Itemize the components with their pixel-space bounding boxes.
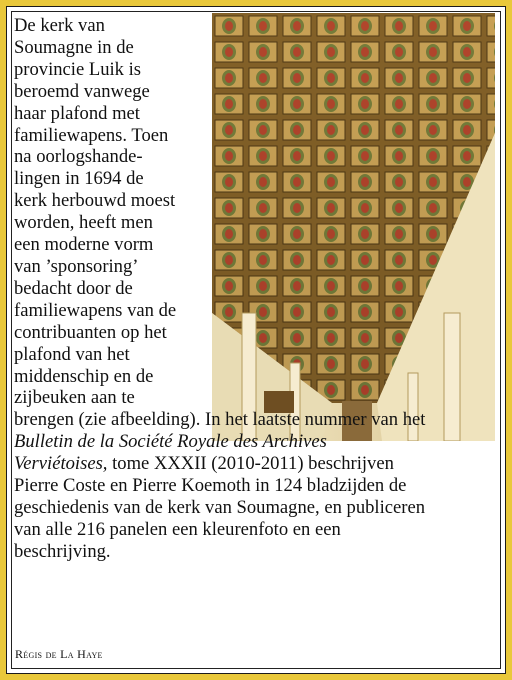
author-byline: Régis de La Haye xyxy=(15,647,103,661)
text-line: van alle 216 panelen een kleurenfoto en een xyxy=(14,518,341,540)
text-line: haar plafond met xyxy=(14,102,140,124)
text-line: provincie Luik is xyxy=(14,58,142,80)
text-line: worden, heeft men xyxy=(14,212,153,234)
journal-title-end: Verviétoises, xyxy=(14,453,108,475)
text-line: familiewapens van de xyxy=(14,299,177,321)
text-segment: tome XXXII (2010-2011) beschrijven xyxy=(107,453,394,475)
text-line xyxy=(14,453,425,475)
text-line: middenschip en de xyxy=(14,365,154,387)
page-frame xyxy=(6,6,506,674)
text-line: kerk herbouwd moest xyxy=(14,190,176,212)
article-body xyxy=(14,15,425,563)
text-line: een moderne vorm xyxy=(14,234,154,256)
text-line: beschrijving. xyxy=(14,540,111,562)
text-line: Pierre Coste en Pierre Koemoth in 124 bladzijden de xyxy=(14,475,407,497)
text-line: familiewapens. Toen xyxy=(14,124,169,146)
text-line: brengen (zie afbeelding). In het laatste nummer van het xyxy=(14,409,426,431)
text-line: van ’sponsoring’ xyxy=(14,255,139,277)
text-line: lingen in 1694 de xyxy=(14,168,144,190)
text-line: contribuanten op het xyxy=(14,321,167,343)
text-line: bedacht door de xyxy=(14,277,133,299)
text-line-italic xyxy=(14,431,425,453)
wrapped-paragraph xyxy=(14,15,210,409)
text-line: De kerk van xyxy=(14,15,105,36)
text-line: zijbeuken aan te xyxy=(14,387,135,409)
text-line: geschiedenis van de kerk van Soumagne, en publiceren xyxy=(14,496,425,518)
text-line: na oorlogshande- xyxy=(14,146,143,168)
text-line: beroemd vanwege xyxy=(14,80,150,102)
journal-title: Bulletin de la Société Royale des Archives xyxy=(14,431,327,453)
text-line: Soumagne in de xyxy=(14,36,134,58)
text-line: plafond van het xyxy=(14,343,130,365)
